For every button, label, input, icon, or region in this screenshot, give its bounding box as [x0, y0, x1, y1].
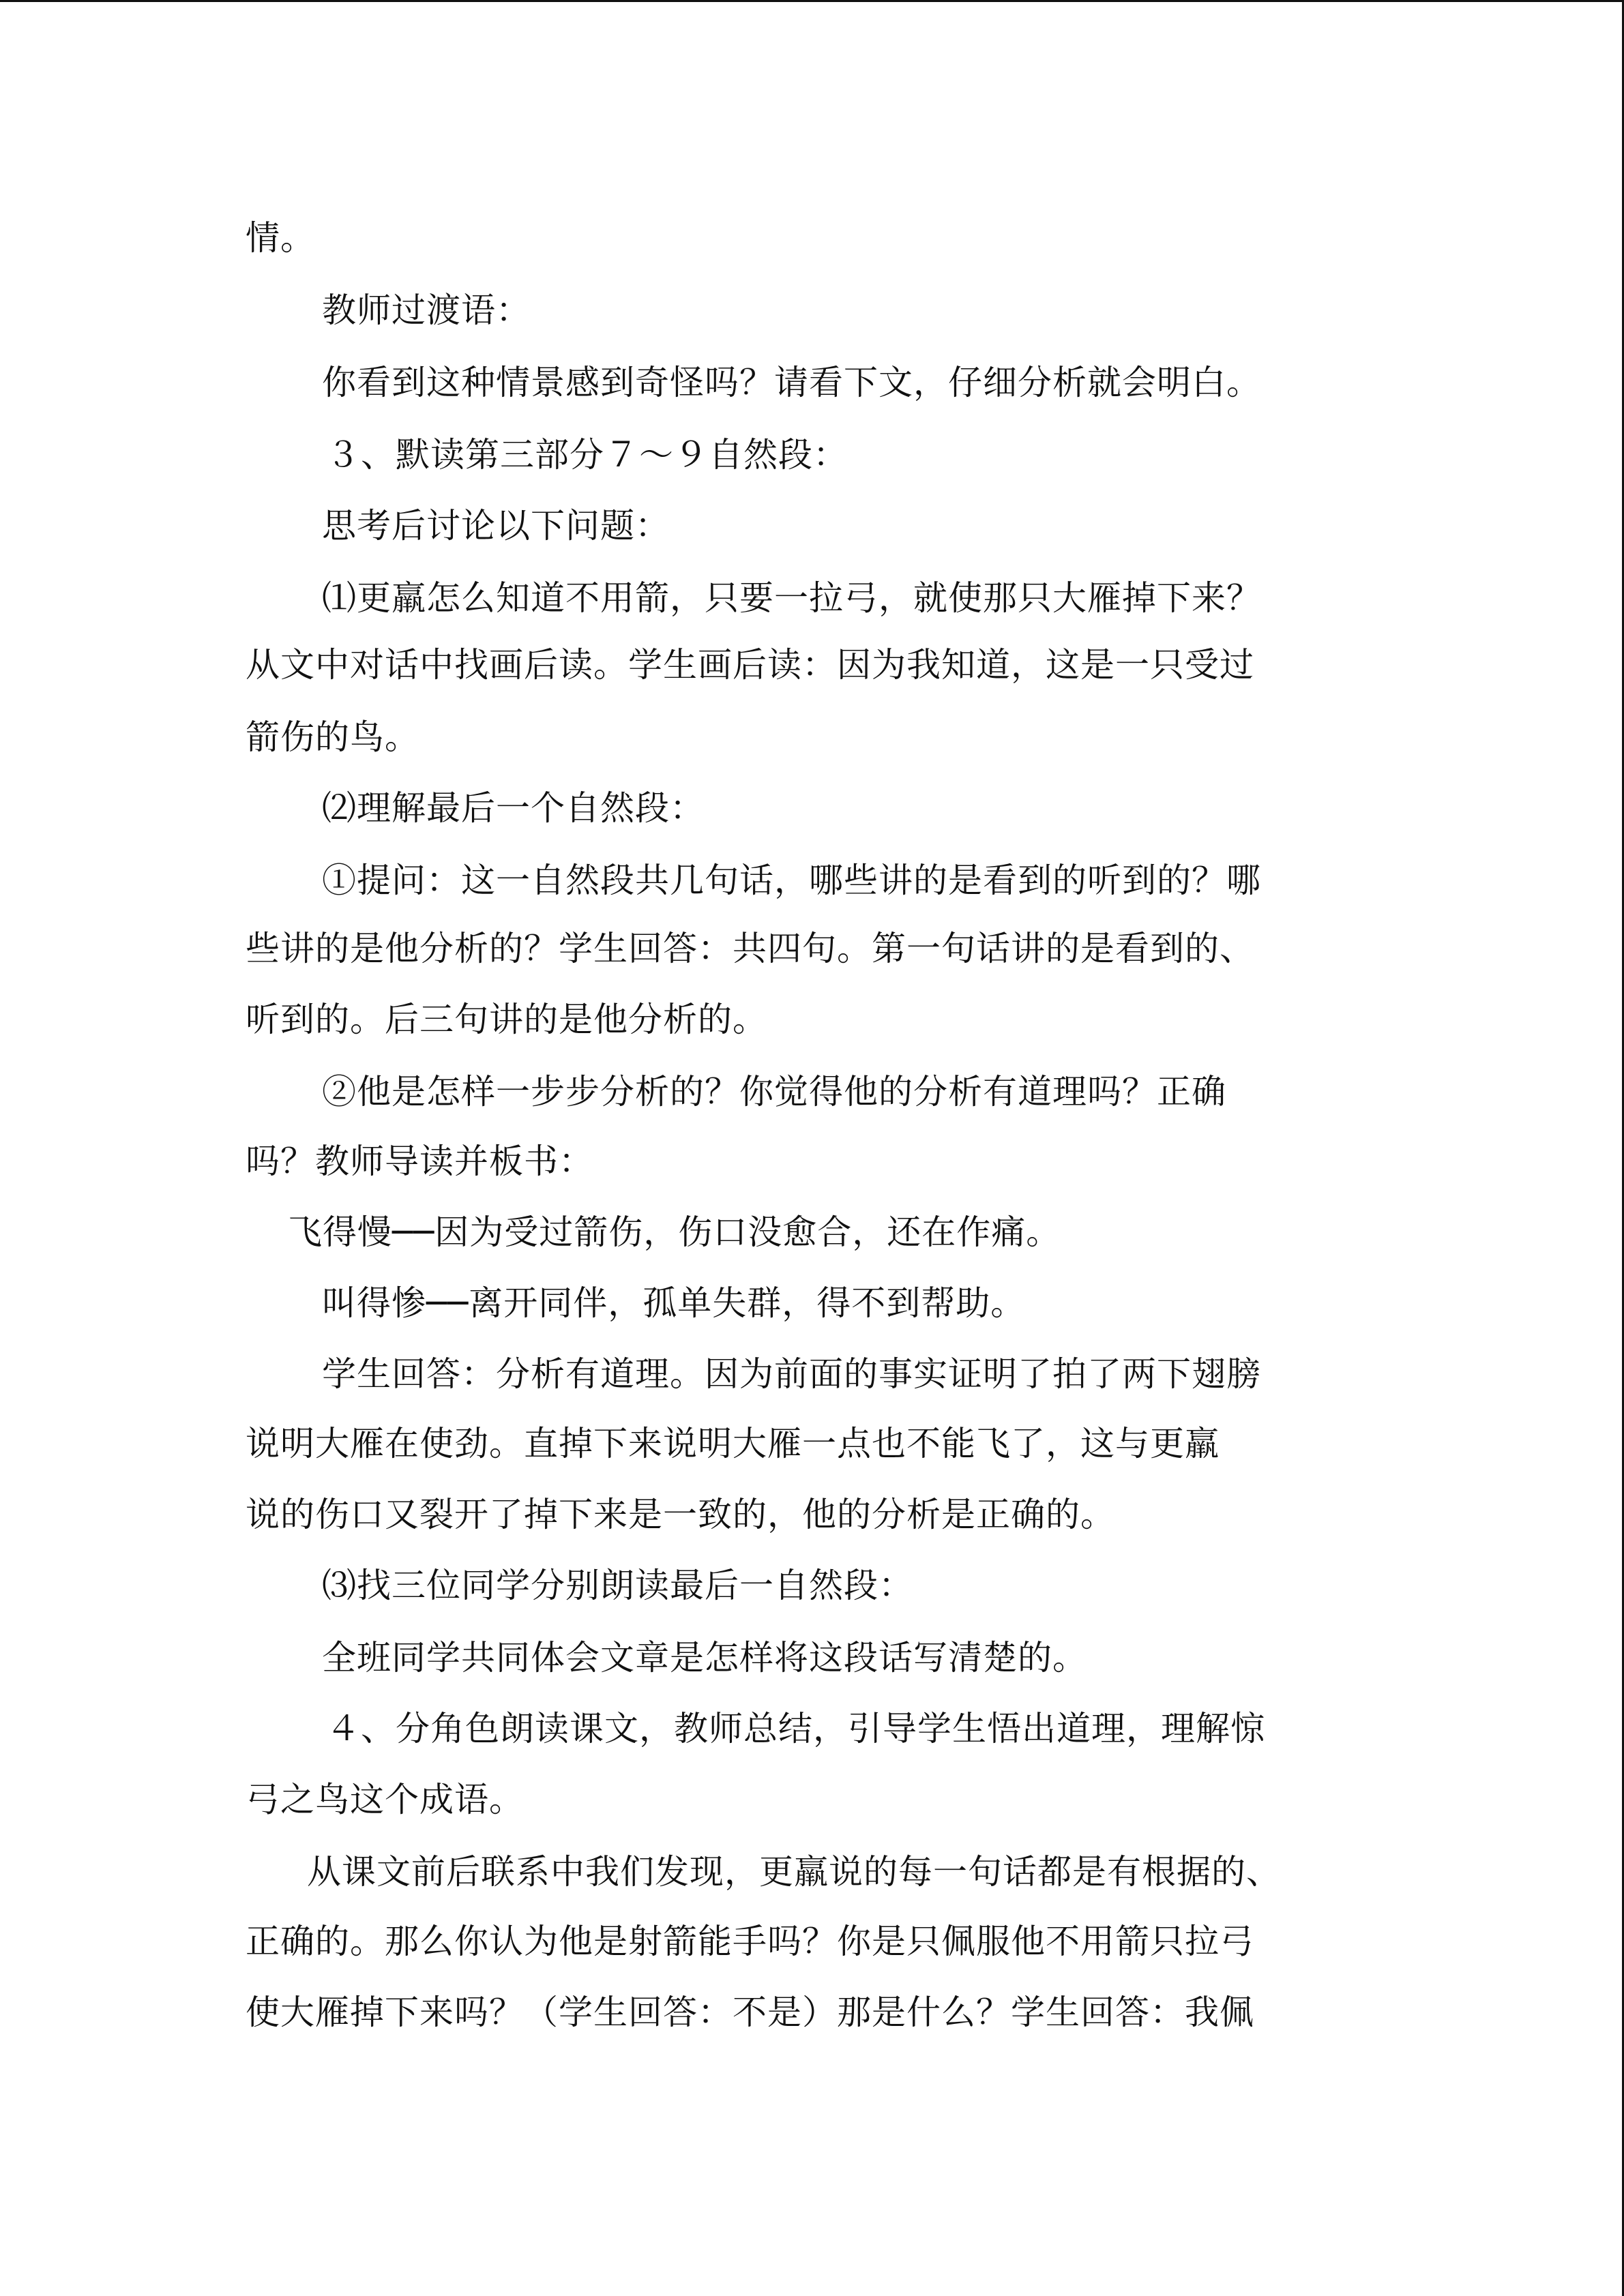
text-line: 教师过渡语：: [322, 290, 531, 330]
text-line: 飞得慢──因为受过箭伤，伤口没愈合，还在作痛。: [288, 1212, 1061, 1252]
text-line: 些讲的是他分析的？学生回答：共四句。第一句话讲的是看到的、: [246, 929, 1254, 968]
text-line: ⑴更羸怎么知道不用箭，只要一拉弓，就使那只大雁掉下来？: [322, 578, 1261, 618]
text-line: 思考后讨论以下问题：: [322, 506, 670, 546]
text-line: 叫得惨──离开同伴，孤单失群，得不到帮助。: [322, 1283, 1026, 1323]
text-line: 从文中对话中找画后读。学生画后读：因为我知道，这是一只受过: [246, 645, 1254, 685]
text-line: ３、默读第三部分７～９自然段：: [326, 435, 848, 475]
text-line: 从课文前后联系中我们发现，更羸说的每一句话都是有根据的、: [307, 1852, 1281, 1892]
text-line: 说的伤口又裂开了掉下来是一致的，他的分析是正确的。: [246, 1495, 1115, 1534]
text-line: 说明大雁在使劲。直掉下来说明大雁一点也不能飞了，这与更羸: [246, 1424, 1220, 1463]
text-line: 学生回答：分析有道理。因为前面的事实证明了拍了两下翅膀: [322, 1354, 1261, 1394]
text-line: 你看到这种情景感到奇怪吗？请看下文，仔细分析就会明白。: [322, 363, 1261, 402]
page-border-top: [0, 0, 1624, 2]
text-line: ４、分角色朗读课文，教师总结，引导学生悟出道理，理解惊: [326, 1709, 1265, 1748]
text-line: 听到的。后三句讲的是他分析的。: [246, 1000, 767, 1039]
text-line: ①提问：这一自然段共几句话，哪些讲的是看到的听到的？哪: [322, 861, 1261, 900]
text-line: 正确的。那么你认为他是射箭能手吗？你是只佩服他不用箭只拉弓: [246, 1922, 1254, 1961]
text-line: 弓之鸟这个成语。: [246, 1780, 524, 1819]
text-line: 箭伤的鸟。: [246, 717, 419, 757]
text-line: 全班同学共同体会文章是怎样将这段话写清楚的。: [322, 1638, 1087, 1678]
text-line: 使大雁掉下来吗？（学生回答：不是）那是什么？学生回答：我佩: [246, 1993, 1254, 2032]
text-line: 吗？教师导读并板书：: [246, 1142, 593, 1181]
text-line: 情。: [246, 218, 315, 258]
text-line: ⑶找三位同学分别朗读最后一自然段：: [322, 1566, 913, 1605]
text-line: ②他是怎样一步步分析的？你觉得他的分析有道理吗？正确: [322, 1072, 1226, 1112]
text-line: ⑵理解最后一个自然段：: [322, 788, 705, 828]
